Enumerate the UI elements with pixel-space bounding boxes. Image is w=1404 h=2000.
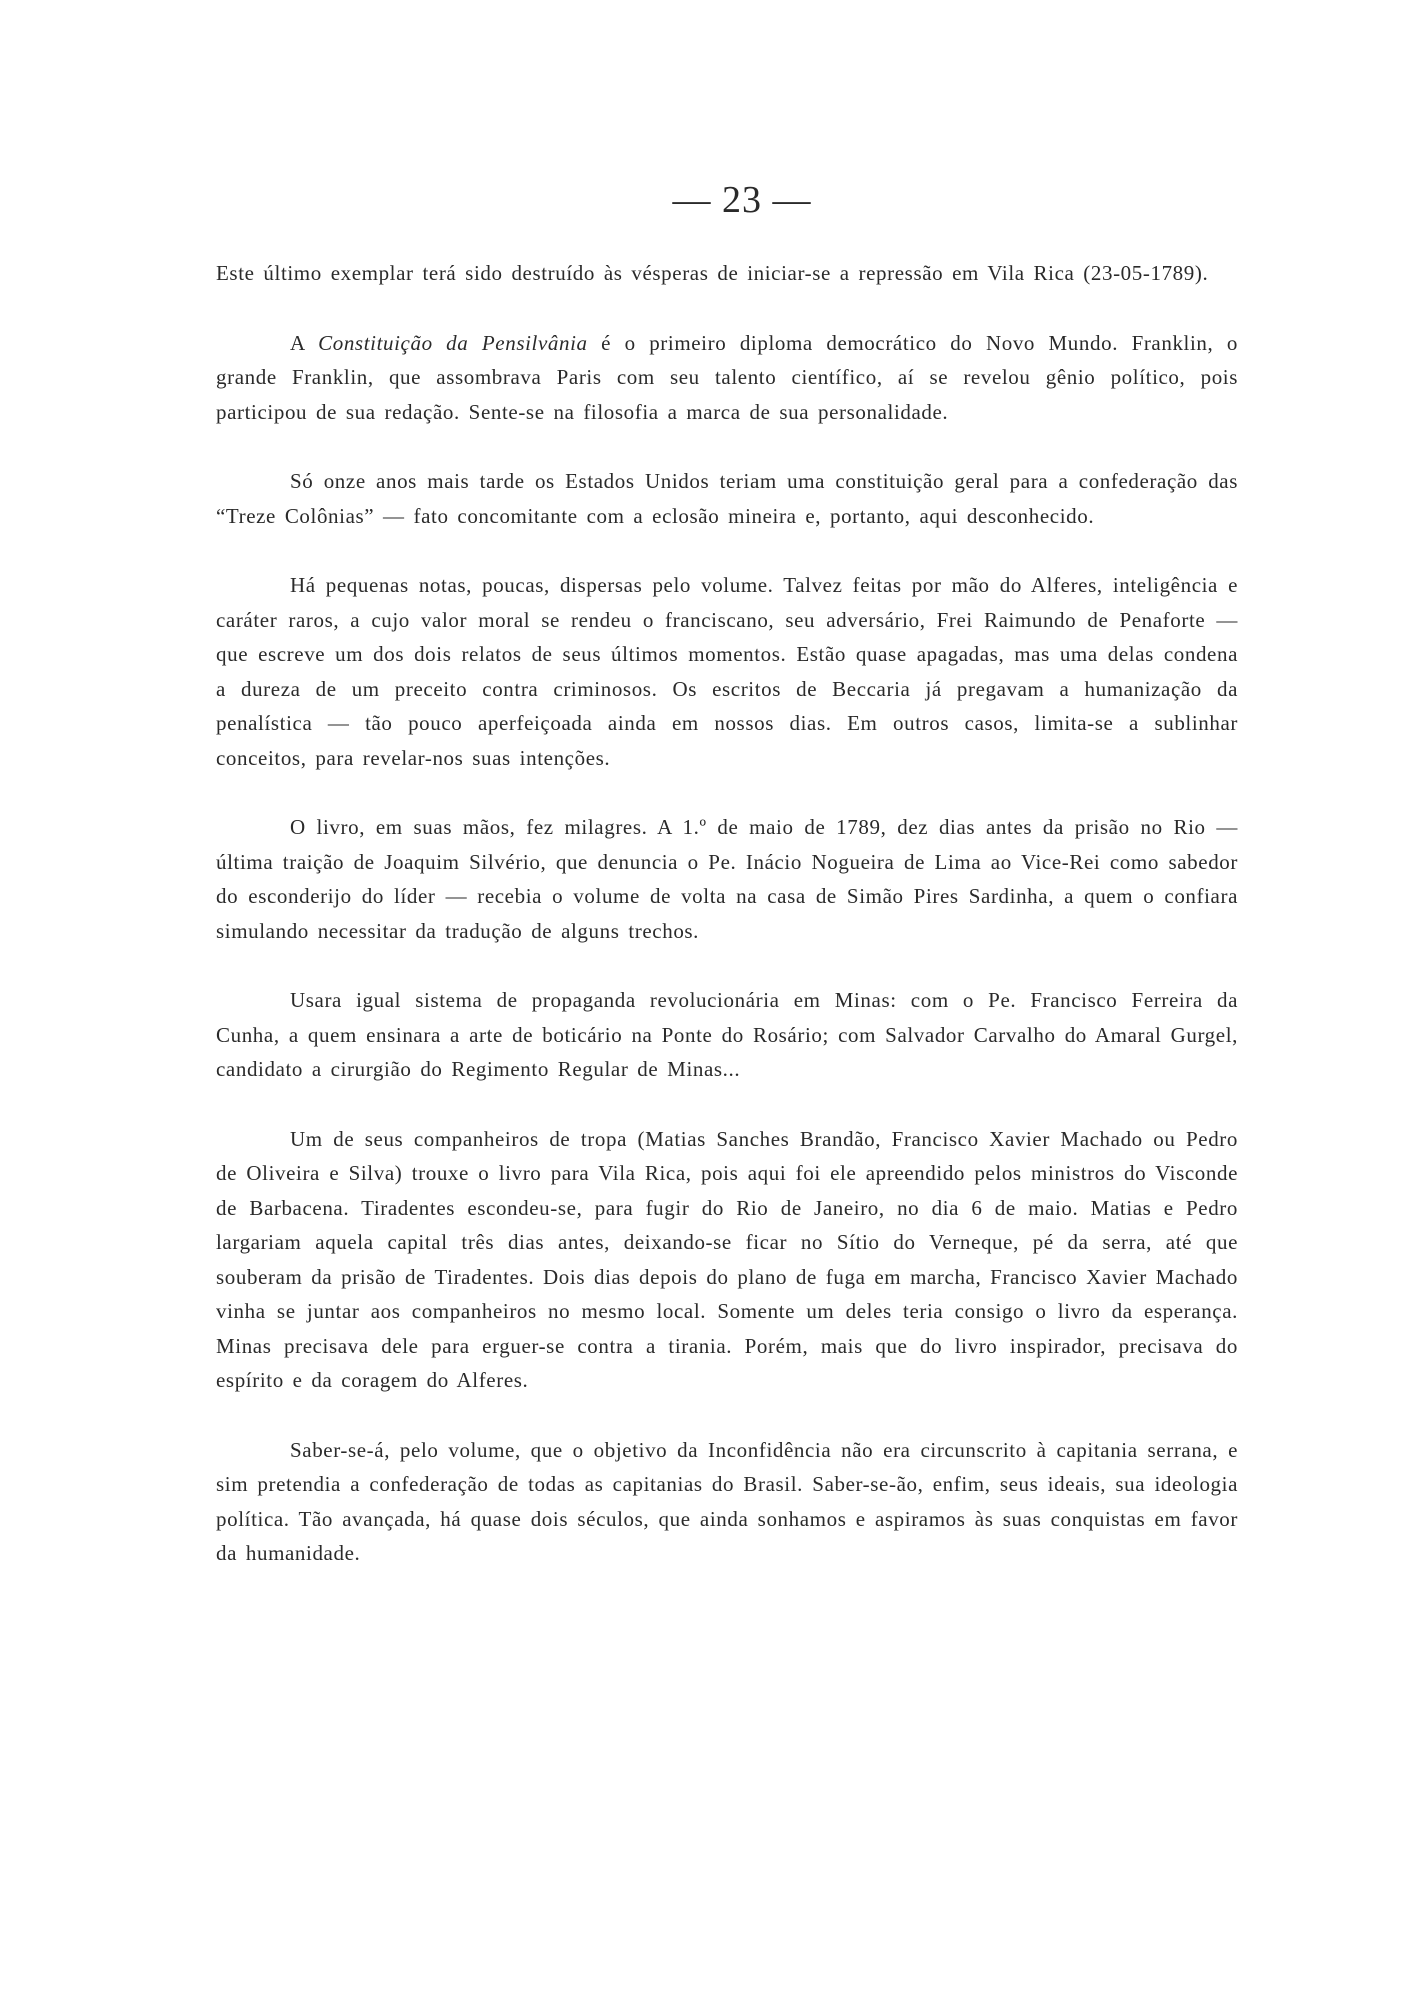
paragraph-3: Só onze anos mais tarde os Estados Unidos teriam uma constituição geral para a confederação das “Treze Colônias” — fato concomitante com a eclosão mineira e, portanto, aqui desconhecido. [216, 469, 1238, 528]
paragraph-6: Usara igual sistema de propaganda revolucionária em Minas: com o Pe. Francisco Ferreira da Cunha, a quem ensinara a arte de boticário na Ponte do Rosário; com Salvador Carvalho do Amaral Gurgel, candidato a cirurgião do Regimento Regular de Minas... [216, 988, 1238, 1081]
paragraph-2-italic-title: Constituição da Pensilvânia [318, 330, 588, 355]
paragraph-2-lead: A [290, 330, 319, 355]
paragraph-4: Há pequenas notas, poucas, dispersas pelo volume. Talvez feitas por mão do Alferes, inteligência e caráter raros, a cujo valor moral se rendeu o franciscano, seu adversário, Frei Raimundo de Penaforte — que escreve um dos dois relatos de seus últimos momentos. Estão quase apagadas, mas uma delas condena a dureza de um preceito contra criminosos. Os escritos de Beccaria já pregavam a humanização da penalística — tão pouco aperfeiçoada ainda em nossos dias. Em outros casos, limita-se a sublinhar conceitos, para revelar-nos suas intenções. [216, 573, 1238, 770]
body-text [216, 256, 1238, 1571]
paragraph-2-rest: é o primeiro diploma democrático do Novo Mundo. Franklin, o grande Franklin, que assombrava Paris com seu talento científico, aí se revelou gênio político, pois participou de sua redação. Sente-se na filosofia a marca de sua personalidade. [216, 330, 1238, 424]
paragraph-1: Este último exemplar terá sido destruído às vésperas de iniciar-se a repressão em Vila Rica (23-05-1789). [216, 261, 1209, 285]
paragraph-7: Um de seus companheiros de tropa (Matias Sanches Brandão, Francisco Xavier Machado ou Pedro de Oliveira e Silva) trouxe o livro para Vila Rica, pois aqui foi ele apreendido pelos ministros do Visconde de Barbacena. Tiradentes escondeu-se, para fugir do Rio de Janeiro, no dia 6 de maio. Matias e Pedro largariam aquela capital três dias antes, deixando-se ficar no Sítio do Verneque, pé da serra, até que souberam da prisão de Tiradentes. Dois dias depois do plano de fuga em marcha, Francisco Xavier Machado vinha se juntar aos companheiros no mesmo local. Somente um deles teria consigo o livro da esperança. Minas precisava dele para erguer-se contra a tirania. Porém, mais que do livro inspirador, precisava do espírito e da coragem do Alferes. [216, 1126, 1238, 1392]
paragraph-8: Saber-se-á, pelo volume, que o objetivo da Inconfidência não era circunscrito à capitania serrana, e sim pretendia a confederação de todas as capitanias do Brasil. Saber-se-ão, enfim, seus ideais, sua ideologia política. Tão avançada, há quase dois séculos, que ainda sonhamos e aspiramos às suas conquistas em favor da humanidade. [216, 1437, 1238, 1565]
page-number: — 23 — [672, 179, 812, 221]
paragraph-2 [216, 326, 1238, 430]
paragraph-5: O livro, em suas mãos, fez milagres. A 1.º de maio de 1789, dez dias antes da prisão no Rio — última traição de Joaquim Silvério, que denuncia o Pe. Inácio Nogueira de Lima ao Vice-Rei como sabedor do esconderijo do líder — recebia o volume de volta na casa de Simão Pires Sardinha, a quem o confiara simulando necessitar da tradução de alguns trechos. [216, 815, 1238, 943]
